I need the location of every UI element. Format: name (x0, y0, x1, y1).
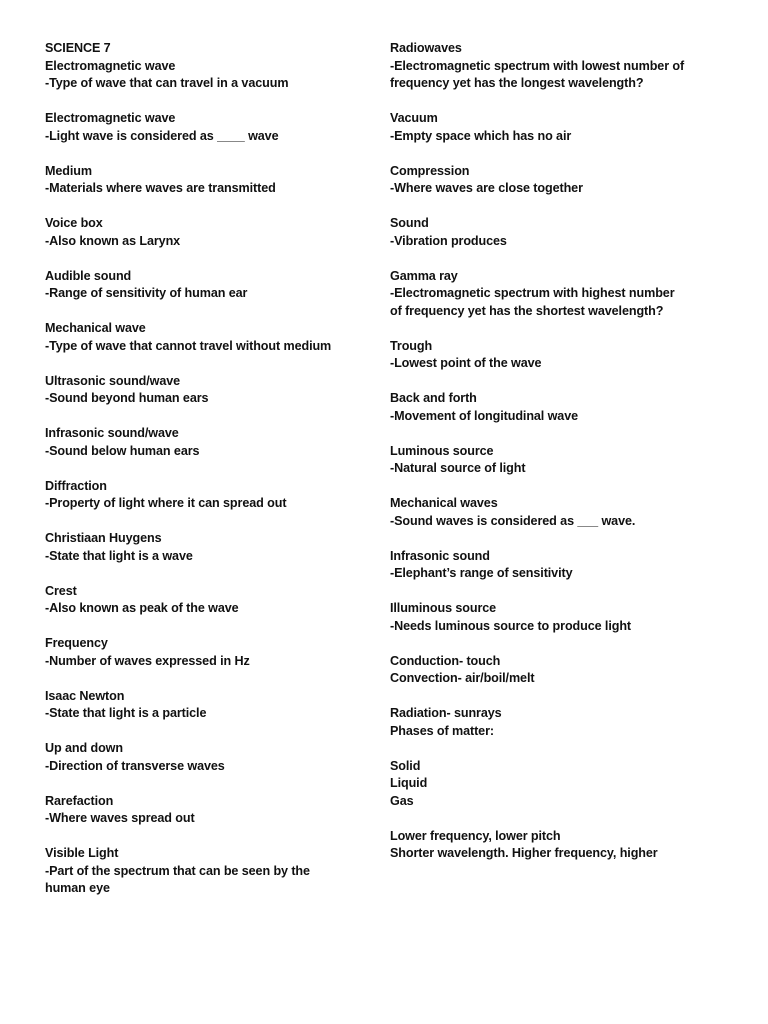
term-heading: Medium (45, 163, 92, 178)
term-heading: Up and down (45, 741, 123, 755)
term-block (390, 110, 730, 145)
term-definition-line: Convection- air/boil/melt (390, 671, 535, 685)
term-definition-line: -Natural source of light (390, 461, 526, 475)
term-heading: Mechanical wave (45, 321, 146, 335)
block-spacer (45, 775, 365, 793)
term-definition-line: -Elephant’s range of sensitivity (390, 566, 573, 580)
term-block (45, 740, 365, 775)
term-definition-line: -Movement of longitudinal wave (390, 408, 579, 423)
term-definition-line: -Where waves are close together (390, 181, 583, 195)
block-spacer (390, 530, 730, 548)
term-definition-line: -Empty space which has no air (390, 128, 572, 143)
block-spacer (390, 425, 730, 443)
term-heading: Voice box (45, 216, 103, 230)
term-definition-line: -Direction of transverse waves (45, 758, 225, 773)
term-definition-line: -Materials where waves are transmitted (45, 181, 276, 195)
term-heading: Illuminous source (390, 601, 497, 615)
term-definition-line: -Number of waves expressed in Hz (45, 653, 250, 668)
block-spacer (390, 145, 730, 163)
term-heading: Gamma ray (390, 268, 458, 283)
block-spacer (45, 198, 365, 216)
term-definition-line: -Sound beyond human ears (45, 391, 209, 405)
term-heading: Infrasonic sound (390, 548, 490, 563)
term-heading: Electromagnetic wave (45, 111, 176, 125)
term-block (45, 268, 365, 303)
term-heading: Christiaan Huygens (45, 531, 162, 545)
term-block (45, 845, 365, 898)
term-block (45, 215, 365, 250)
block-spacer (390, 198, 730, 216)
term-heading: Conduction- touch (390, 653, 501, 668)
block-spacer (390, 740, 730, 758)
term-heading: Lower frequency, lower pitch (390, 828, 561, 843)
term-definition-line: -Also known as peak of the wave (45, 601, 239, 615)
right-column (390, 40, 730, 863)
block-spacer (390, 250, 730, 268)
term-block (390, 548, 730, 583)
term-block (390, 495, 730, 530)
block-spacer (45, 618, 365, 636)
term-definition-line: -Part of the spectrum that can be seen by the (45, 863, 310, 878)
term-block (390, 163, 730, 198)
term-heading: Visible Light (45, 846, 119, 860)
term-definition-line: -Vibration produces (390, 233, 507, 248)
term-block (390, 40, 730, 93)
term-block (45, 478, 365, 513)
block-spacer (390, 320, 730, 338)
term-block (390, 390, 730, 425)
term-heading: Back and forth (390, 391, 477, 405)
block-spacer (45, 408, 365, 426)
term-definition-line: -Electromagnetic spectrum with highest number (390, 286, 675, 300)
term-definition-line: -Electromagnetic spectrum with lowest number of (390, 58, 685, 73)
term-definition-line: -Lowest point of the wave (390, 356, 542, 370)
block-spacer (390, 478, 730, 496)
term-definition-line: -Also known as Larynx (45, 233, 181, 248)
term-block (390, 828, 730, 863)
term-heading: SCIENCE 7 (45, 41, 111, 55)
term-definition-line: -State that light is a wave (45, 548, 193, 563)
term-block (45, 163, 365, 198)
left-column (45, 40, 365, 898)
term-block (390, 443, 730, 478)
term-block (45, 688, 365, 723)
term-definition-line: human eye (45, 881, 110, 895)
term-definition-line: Gas (390, 793, 414, 808)
term-definition-line: Electromagnetic wave (45, 58, 176, 73)
block-spacer (390, 688, 730, 706)
block-spacer (45, 145, 365, 163)
term-block (45, 320, 365, 355)
term-block (390, 600, 730, 635)
term-block (45, 425, 365, 460)
term-definition-line: frequency yet has the longest wavelength? (390, 76, 644, 90)
term-block (390, 705, 730, 740)
term-block (45, 110, 365, 145)
term-heading: Frequency (45, 636, 108, 650)
term-heading: Diffraction (45, 478, 107, 493)
term-definition-line: -Property of light where it can spread out (45, 496, 287, 510)
block-spacer (45, 250, 365, 268)
term-heading: Trough (390, 338, 433, 353)
block-spacer (45, 670, 365, 688)
term-heading: Compression (390, 163, 470, 178)
term-definition-line: -Type of wave that can travel in a vacuum (45, 76, 289, 90)
term-heading: Ultrasonic sound/wave (45, 373, 181, 388)
term-heading: Audible sound (45, 268, 132, 283)
term-heading: Mechanical waves (390, 496, 498, 510)
term-definition-line: -Needs luminous source to produce light (390, 618, 632, 633)
term-definition-line: -Light wave is considered as ____ wave (45, 128, 279, 143)
term-block (45, 530, 365, 565)
block-spacer (45, 723, 365, 741)
block-spacer (45, 460, 365, 478)
term-block (45, 373, 365, 408)
term-definition-line: -Sound below human ears (45, 443, 200, 458)
block-spacer (45, 355, 365, 373)
term-block (45, 40, 365, 93)
term-definition-line: -Type of wave that cannot travel without medium (45, 338, 332, 353)
term-heading: Isaac Newton (45, 688, 125, 703)
term-definition-line: -Where waves spread out (45, 811, 195, 825)
term-definition-line: -Range of sensitivity of human ear (45, 286, 248, 300)
block-spacer (45, 513, 365, 531)
block-spacer (45, 93, 365, 111)
term-heading: Vacuum (390, 111, 438, 125)
term-heading: Crest (45, 583, 77, 598)
block-spacer (390, 373, 730, 391)
term-heading: Infrasonic sound/wave (45, 426, 179, 440)
term-heading: Rarefaction (45, 793, 114, 808)
term-definition-line: -Sound waves is considered as ___ wave. (390, 513, 636, 528)
term-block (45, 635, 365, 670)
block-spacer (45, 303, 365, 321)
block-spacer (390, 583, 730, 601)
term-definition-line: of frequency yet has the shortest wavelength? (390, 303, 664, 318)
term-definition-line: Liquid (390, 776, 428, 790)
term-block (390, 653, 730, 688)
term-heading: Radiowaves (390, 41, 462, 55)
term-block (390, 758, 730, 811)
block-spacer (390, 93, 730, 111)
term-block (390, 215, 730, 250)
term-block (45, 583, 365, 618)
term-definition-line: Shorter wavelength. Higher frequency, higher (390, 846, 658, 860)
term-block (45, 793, 365, 828)
block-spacer (390, 635, 730, 653)
block-spacer (390, 810, 730, 828)
term-heading: Sound (390, 216, 429, 230)
term-heading: Radiation- sunrays (390, 706, 502, 720)
term-definition-line: -State that light is a particle (45, 706, 207, 720)
block-spacer (45, 565, 365, 583)
term-definition-line: Phases of matter: (390, 723, 494, 738)
term-block (390, 338, 730, 373)
term-heading: Luminous source (390, 443, 494, 458)
term-block (390, 268, 730, 321)
term-heading: Solid (390, 758, 421, 773)
block-spacer (45, 828, 365, 846)
